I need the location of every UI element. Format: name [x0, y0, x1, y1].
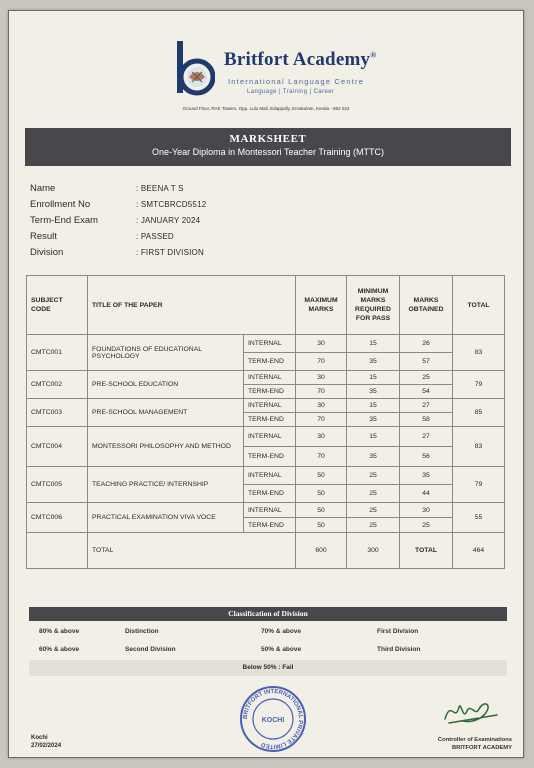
- col-subject-code: SUBJECT CODE: [27, 276, 88, 335]
- col-title: TITLE OF THE PAPER: [88, 276, 296, 335]
- marksheet-document: Britfort Academy® International Language Centre Language | Training | Career Ground Floor, RAK Towers, Opp. Lulu Mall, Edappally, Ernakulam, Kerala - 682 024 MARKSHEET One-Year Diploma in Montessori Teacher Training (MTTC) Name : BEENA T S Enrollment No : SMTCBRCD5512 Term-End Exam : JANUARY 2024 Result : PASSED Division : FIRST DIVISION SUBJECT CODE TITLE OF THE PAPER MAXIMUM MARKS MINIMUM MARKS REQUIRED FOR PASS MARKS OBTAINED TOTAL CMTC001 FOUNDATIONS OF EDUCATIONAL PSYCHOLOGY INTERNAL 30 15 26 83 TERM-END 70 35 57 CMTC002 PRE-SCHOOL EDUCATION INTERNAL 30 15 25 79 TERM-END 70 35 54 CMTC003 PRE-SCHOOL MANAGEMENT INTERNAL 30 15 27 85 TERM-END 70 35 58 CMTC004 MONTESSORI PHILOSOPHY AND METHOD INTERNAL 30 15 27 83 TERM-END 70 35 56 CMTC005 TEACHING PRACTICE/ INTERNSHIP INTERNAL 50 25 35 79 TERM-END 50 25 44 CMTC006 PRACTICAL EXAMINATION VIVA VOCE INTERNAL 50 25 30 55 TERM-END 50 25 25 TOTAL 600 300 TOTAL 464 Classification of Division 80% & above Distinction 70% & above First Division 60% & above Second Division 50% & above Third Division Below 50% : Fail BRITFORT INTERNATIONAL PRIVATE LIMITED KOCHI Kochi 27/02/2024 Controller of Examinations BRITFORT ACADEMY: [8, 10, 524, 758]
- banner-subtitle: One-Year Diploma in Montessori Teacher Training (MTTC): [151, 147, 385, 157]
- institute-address: Ground Floor, RAK Towers, Opp. Lulu Mall, Edappally, Ernakulam, Kerala - 682 024: [182, 106, 350, 111]
- table-row: CMTC004 MONTESSORI PHILOSOPHY AND METHOD INTERNAL 30 15 27 83: [27, 427, 505, 447]
- issue-place-date: Kochi 27/02/2024: [31, 735, 62, 749]
- col-obtained: MARKS OBTAINED: [400, 276, 453, 335]
- brand-sub-tagline: Language | Training | Career: [247, 89, 335, 95]
- brand-tagline: International Language Centre: [228, 77, 365, 86]
- marks-table: [26, 275, 505, 569]
- table-row: CMTC005 TEACHING PRACTICE/ INTERNSHIP INTERNAL 50 25 35 79: [27, 467, 505, 485]
- table-row: TERM-END 70 35 58: [27, 413, 505, 427]
- britfort-logo-icon: [175, 39, 215, 99]
- table-row: TERM-END 70 35 54: [27, 385, 505, 399]
- marksheet-banner: [25, 128, 511, 166]
- fail-criteria: Below 50% : Fail: [29, 660, 507, 676]
- col-max: MAXIMUM MARKS: [296, 276, 347, 335]
- brand-name: Britfort Academy®: [224, 49, 377, 70]
- table-row: CMTC006 PRACTICAL EXAMINATION VIVA VOCE INTERNAL 50 25 30 55: [27, 503, 505, 518]
- table-row: CMTC001 FOUNDATIONS OF EDUCATIONAL PSYCHOLOGY INTERNAL 30 15 26 83: [27, 335, 505, 353]
- svg-text:KOCHI: KOCHI: [261, 717, 285, 724]
- controller-signature-block: Controller of Examinations BRITFORT ACADEMY: [437, 737, 512, 751]
- svg-text:BRITFORT INTERNATIONAL PRIVATE: BRITFORT INTERNATIONAL PRIVATE LIMITED: [242, 688, 304, 750]
- classification-title: Classification of Division: [29, 607, 507, 621]
- table-row: TERM-END 70 35 56: [27, 447, 505, 467]
- table-row: TERM-END 50 25 44: [27, 485, 505, 503]
- signature-icon: [441, 693, 501, 729]
- table-row: CMTC003 PRE-SCHOOL MANAGEMENT INTERNAL 30 15 27 85: [27, 399, 505, 413]
- col-total: TOTAL: [453, 276, 505, 335]
- company-seal-icon: [238, 684, 308, 754]
- classification-row: 80% & above Distinction 70% & above First Division: [39, 628, 419, 635]
- col-min: MINIMUM MARKS REQUIRED FOR PASS: [347, 276, 400, 335]
- table-row: CMTC002 PRE-SCHOOL EDUCATION INTERNAL 30 15 25 79: [27, 371, 505, 385]
- table-row: TERM-END 50 25 25: [27, 518, 505, 533]
- banner-title: MARKSHEET: [229, 133, 307, 145]
- table-header-row: [27, 276, 505, 335]
- table-total-row: TOTAL 600 300 TOTAL 464: [27, 533, 505, 569]
- table-row: TERM-END 70 35 57: [27, 353, 505, 371]
- classification-row: 60% & above Second Division 50% & above Third Division: [39, 646, 421, 653]
